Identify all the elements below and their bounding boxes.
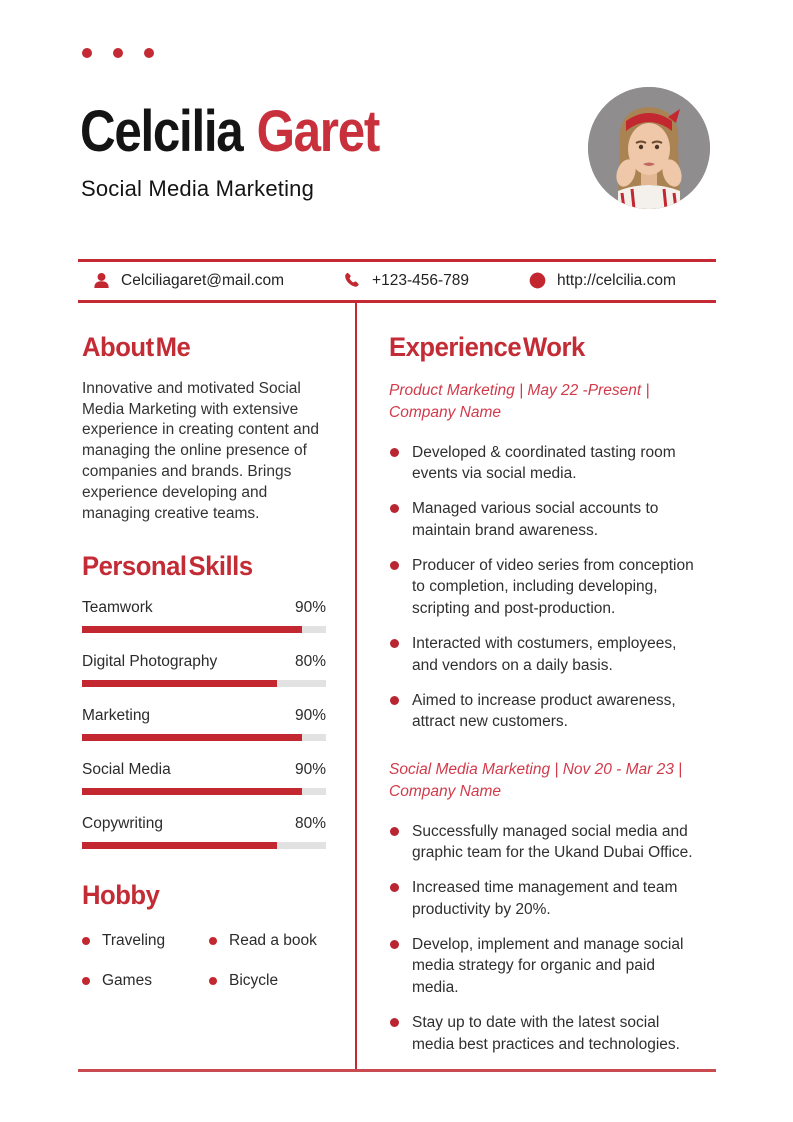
skill-bar-track: [82, 626, 326, 633]
left-column: [78, 303, 355, 1069]
job-title-subtitle: Social Media Marketing: [81, 175, 315, 201]
skill-percent: 80%: [294, 814, 326, 832]
hobby-label: Traveling: [102, 932, 166, 950]
skill-label: Copywriting: [82, 814, 163, 832]
skill-bar-fill: [82, 734, 302, 741]
skill-item: [82, 653, 326, 687]
skill-percent: 90%: [294, 760, 326, 778]
phone-icon: [343, 271, 362, 290]
contact-bar: [78, 259, 716, 303]
skill-bar-fill: [82, 680, 277, 687]
job-bullet: Increased time management and team productivity by 20%.: [389, 877, 700, 920]
hobby-item: [82, 932, 209, 950]
job-bullet: Develop, implement and manage social media strategy for organic and paid media.: [389, 934, 700, 998]
skill-bar-fill: [82, 626, 302, 633]
bullet-dot-icon: [209, 977, 217, 985]
skill-item: [82, 815, 326, 849]
contact-website-text: http://celcilia.com: [557, 271, 676, 289]
skill-percent: 80%: [294, 652, 326, 670]
job-bullet: Developed & coordinated tasting room events via social media.: [389, 442, 700, 485]
dot-icon: [82, 48, 92, 58]
bullet-dot-icon: [82, 937, 90, 945]
skill-bar-fill: [82, 842, 277, 849]
job-bullet: Interacted with costumers, employees, and vendors on a daily basis.: [389, 633, 700, 676]
dot-icon: [113, 48, 123, 58]
right-column: [355, 303, 716, 1069]
hobby-heading: Hobby: [82, 879, 160, 910]
contact-phone-text: +123-456-789: [372, 271, 469, 289]
hobby-label: Bicycle: [229, 972, 279, 990]
job-entry: [389, 380, 700, 733]
job-bullet: Aimed to increase product awareness, attract new customers.: [389, 690, 700, 733]
contact-email[interactable]: [92, 271, 284, 290]
skill-percent: 90%: [294, 706, 326, 724]
hobby-label: Read a book: [229, 932, 317, 950]
skill-label: Teamwork: [82, 598, 153, 616]
main-content: [78, 303, 716, 1072]
hobby-label: Games: [102, 972, 152, 990]
personal-skills-section: [82, 552, 326, 849]
hobby-item: [209, 932, 326, 950]
job-bullet-list: [389, 442, 700, 733]
skill-percent: 90%: [294, 598, 326, 616]
skill-item: [82, 599, 326, 633]
hobby-section: [82, 881, 326, 991]
bullet-dot-icon: [209, 937, 217, 945]
contact-website[interactable]: [528, 271, 676, 290]
job-entry: [389, 759, 700, 1055]
dot-icon: [144, 48, 154, 58]
job-bullet: Managed various social accounts to maintain brand awareness.: [389, 498, 700, 541]
last-name: Garet: [256, 99, 380, 164]
job-bullet: Stay up to date with the latest social media best practices and technologies.: [389, 1012, 700, 1055]
hobby-item: [209, 972, 326, 990]
bullet-dot-icon: [82, 977, 90, 985]
skill-bar-track: [82, 842, 326, 849]
job-bullet-list: [389, 821, 700, 1055]
hobby-list: [82, 932, 326, 990]
contact-email-text: Celciliagaret@mail.com: [121, 271, 285, 289]
skill-label: Marketing: [82, 706, 151, 724]
about-me-text: Innovative and motivated Social Media Marketing with extensive experience in creating content and managing the online presence of companies and brands. Brings experience developing and managing creative teams.: [82, 379, 319, 523]
skill-bar-track: [82, 788, 326, 795]
first-name: Celcilia: [80, 99, 243, 164]
about-me-heading: About Me: [82, 331, 191, 362]
skill-bar-track: [82, 680, 326, 687]
person-name: [80, 99, 621, 164]
hobby-item: [82, 972, 209, 990]
decorative-dots: [82, 48, 716, 58]
skill-label: Social Media: [82, 760, 171, 778]
contact-phone[interactable]: [343, 271, 469, 290]
job-bullet: Successfully managed social media and graphic team for the Ukand Dubai Office.: [389, 821, 700, 864]
skill-bar-track: [82, 734, 326, 741]
skill-bar-fill: [82, 788, 302, 795]
globe-icon: [528, 271, 547, 290]
job-title: Social Media Marketing | Nov 20 - Mar 23 | Company Name: [389, 760, 683, 801]
skill-item: [82, 707, 326, 741]
person-icon: [92, 271, 111, 290]
experience-work-heading: Experience Work: [389, 331, 585, 362]
skill-item: [82, 761, 326, 795]
job-title: Product Marketing | May 22 -Present | Company Name: [389, 381, 650, 422]
skill-label: Digital Photography: [82, 652, 218, 670]
personal-skills-heading: Personal Skills: [82, 551, 253, 582]
job-bullet: Producer of video series from conception to completion, including developing, scripting and post-production.: [389, 555, 700, 619]
